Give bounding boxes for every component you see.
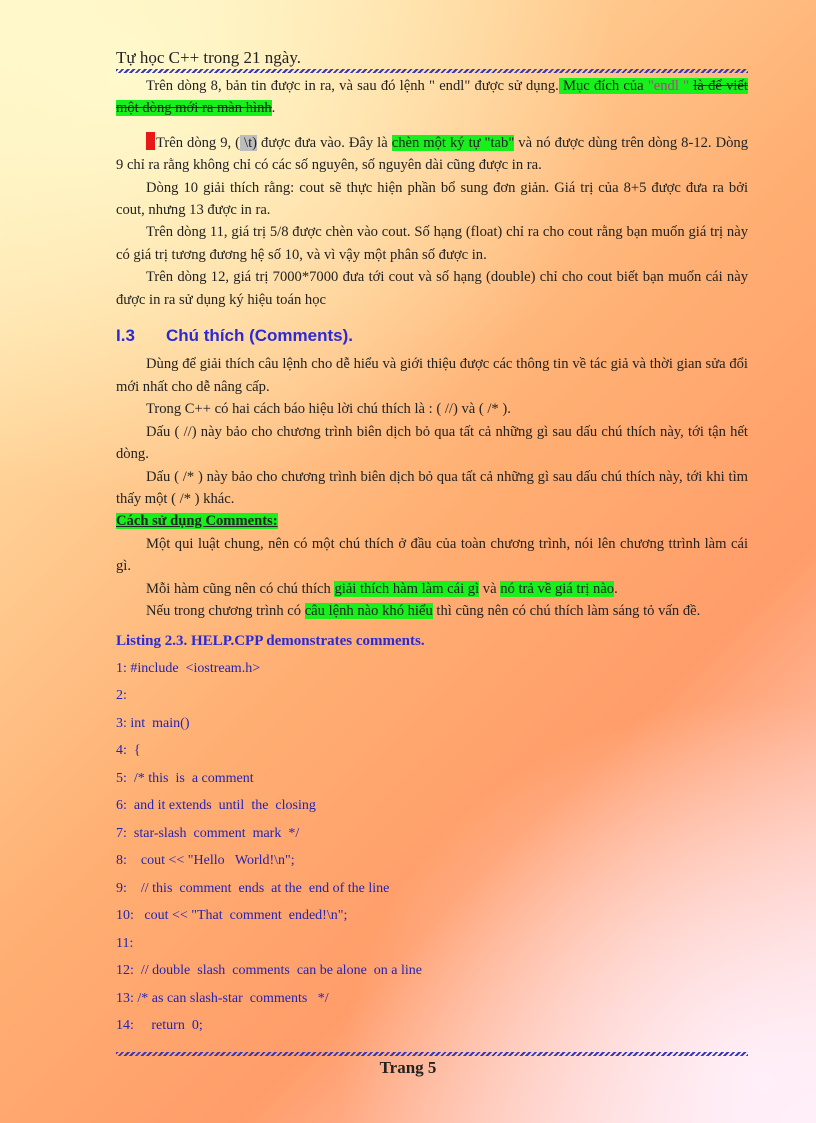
code-line: 2:	[116, 688, 127, 704]
code-line: 5: /* this is a comment	[116, 770, 254, 786]
paragraph-double-slash: Dấu ( //) này bảo cho chương trình biên dịch bỏ qua tất cả những gì sau dấu chú thích này, tới tận hết dòng.	[116, 423, 748, 463]
code-listing	[116, 655, 748, 1040]
document-body	[116, 75, 748, 1040]
code-line: 9: // this comment ends at the end of the line	[116, 880, 390, 896]
paragraph-slash-star: Dấu ( /* ) này bảo cho chương trình biên dịch bỏ qua tất cả những gì sau dấu chú thích này, tới khi tìm thấy một ( /* ) khác.	[116, 468, 748, 507]
code-line: 11:	[116, 935, 134, 951]
code-line: 6: and it extends until the closing	[116, 798, 316, 814]
highlight-tab: chèn một ký tự "tab"	[391, 134, 515, 151]
error-marker-icon	[146, 132, 155, 150]
paragraph-hard-statements: Nếu trong chương trình có câu lệnh nào khó hiểu thì cũng nên có chú thích làm sáng tỏ vấn đề.	[146, 602, 701, 619]
code-line: 12: // double slash comments can be alone on a line	[116, 963, 422, 979]
paragraph-line-8: Trên dòng 8, bản tin được in ra, và sau đó lệnh " endl" được sử dụng. Mục đích của "endl " là để viết một dòng mới ra màn hình.	[116, 78, 748, 117]
code-line: 8: cout << "Hello World!\n";	[116, 853, 295, 869]
code-line: 4: {	[116, 743, 141, 759]
listing-title: Listing 2.3. HELP.CPP demonstrates comments.	[116, 633, 425, 650]
highlight-endl-purpose: Mục đích của "endl " là để viết một dòng mới ra màn hình	[116, 78, 748, 117]
code-line: 3: int main()	[116, 715, 190, 731]
paragraph-line-9: Trên dòng 9, ( \t) được đưa vào. Đây là chèn một ký tự "tab" và nó được dùng trên dòng 8-12. Dòng 9 chỉ ra rằng không chỉ có các số nguyên, số nguyên dài cũng được in ra.	[116, 132, 748, 177]
footer-rule	[116, 1052, 748, 1056]
paragraph-function-comments: Mỗi hàm cũng nên có chú thích giải thích hàm làm cái gì và nó trả về giá trị nào.	[146, 580, 618, 597]
code-line: 10: cout << "That comment ended!\n";	[116, 908, 348, 924]
code-line: 13: /* as can slash-star comments */	[116, 990, 329, 1006]
subheading-usage: Cách sử dụng Comments:	[116, 513, 278, 530]
running-header: Tự học C++ trong 21 ngày.	[116, 48, 301, 67]
paragraph-line-11: Trên dòng 11, giá trị 5/8 được chèn vào cout. Số hạng (float) chỉ ra cho cout rằng bạn muốn giá trị này có giá trị tương đương hệ số 10, và vì vậy một phân số được in.	[116, 224, 748, 263]
paragraph-line-12: Trên dòng 12, giá trị 7000*7000 đưa tới cout và số hạng (double) chỉ cho cout biết bạn muốn cái này được in ra sử dụng ký hiệu toán học	[116, 269, 748, 308]
paragraph-line-10: Dòng 10 giải thích rằng: cout sẽ thực hiện phần bổ sung đơn giản. Giá trị của 8+5 được đưa ra bởi cout, nhưng 13 được in ra.	[116, 179, 748, 219]
paragraph-comment-types: Trong C++ có hai cách báo hiệu lời chú thích là : ( //) và ( /* ).	[146, 401, 511, 418]
code-line: 14: return 0;	[116, 1018, 203, 1034]
code-line: 1: #include <iostream.h>	[116, 660, 261, 676]
page-number: Trang 5	[379, 1058, 437, 1077]
code-line: 7: star-slash comment mark */	[116, 825, 300, 841]
section-heading: I.3 Chú thích (Comments).	[116, 326, 353, 346]
header-rule	[116, 69, 748, 73]
paragraph-comments-intro: Dùng để giải thích câu lệnh cho dễ hiểu và giới thiệu được các thông tin về tác giả và thời gian sửa đổi mới nhất cho dễ nâng cấp.	[116, 356, 748, 395]
paragraph-rule: Một qui luật chung, nên có một chú thích ở đầu của toàn chương trình, nói lên chương ttrình làm cái gì.	[116, 535, 748, 575]
